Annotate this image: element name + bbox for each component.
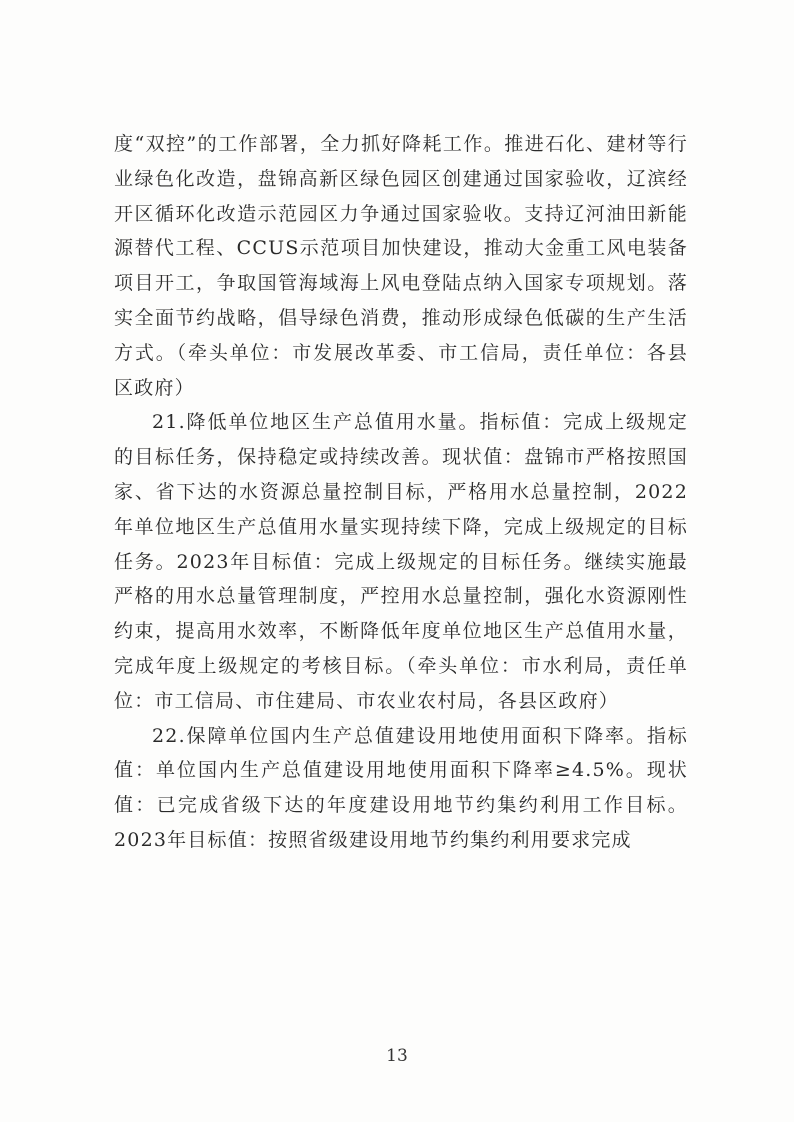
paragraph-item-21: 21.降低单位地区生产总值用水量。指标值：完成上级规定的目标任务，保持稳定或持续改善。现状值：盘锦市严格按照国家、省下达的水资源总量控制目标，严格用水总量控制，2022年单位地区生产总值用水量实现持续下降，完成上级规定的目标任务。2023年目标值：完成上级规定的目标任务。继续实施最严格的用水总量管理制度，严控用水总量控制，强化水资源刚性约束，提高用水效率，不断降低年度单位地区生产总值用水量，完成年度上级规定的考核目标。（牵头单位：市水利局，责任单位：市工信局、市住建局、市农业农村局，各县区政府）	[114, 411, 688, 712]
page-number: 13	[386, 1046, 408, 1066]
document-body	[114, 127, 688, 858]
paragraph-item-22: 22.保障单位国内生产总值建设用地使用面积下降率。指标值：单位国内生产总值建设用地使用面积下降率≥4.5%。现状值：已完成省级下达的年度建设用地节约集约利用工作目标。2023年目标值：按照省级建设用地节约集约利用要求完成	[114, 724, 688, 851]
paragraph-continuation: 度“双控”的工作部署，全力抓好降耗工作。推进石化、建材等行业绿色化改造，盘锦高新区绿色园区创建通过国家验收，辽滨经开区循环化改造示范园区力争通过国家验收。支持辽河油田新能源替代工程、CCUS示范项目加快建设，推动大金重工风电装备项目开工，争取国管海域海上风电登陆点纳入国家专项规划。落实全面节约战略，倡导绿色消费，推动形成绿色低碳的生产生活方式。（牵头单位：市发展改革委、市工信局，责任单位：各县区政府）	[114, 133, 688, 399]
